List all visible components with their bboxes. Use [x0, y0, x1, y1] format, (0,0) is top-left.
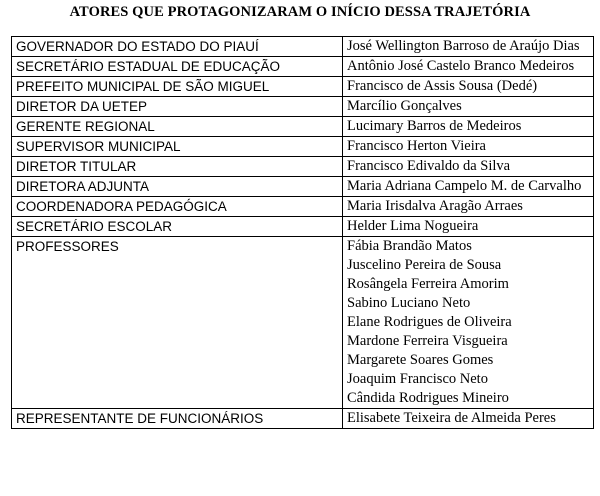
person-name: Elisabete Teixeira de Almeida Peres — [347, 410, 556, 426]
people-cell — [343, 117, 594, 137]
person-name: Francisco Edivaldo da Silva — [347, 158, 511, 174]
actors-table-body — [12, 37, 594, 429]
role-cell: DIRETORA ADJUNTA — [12, 177, 343, 197]
person-name: Mardone Ferreira Visgueira — [347, 333, 508, 349]
person-name: Fábia Brandão Matos — [347, 238, 472, 254]
role-cell: SUPERVISOR MUNICIPAL — [12, 137, 343, 157]
people-cell — [343, 97, 594, 117]
table-row — [12, 37, 594, 57]
table-title: ATORES QUE PROTAGONIZARAM O INÍCIO DESSA TRAJETÓRIA — [69, 4, 531, 20]
person-name: Juscelino Pereira de Sousa — [347, 257, 502, 273]
people-cell — [343, 237, 594, 409]
role-cell: REPRESENTANTE DE FUNCIONÁRIOS — [12, 409, 343, 429]
person-name: Lucimary Barros de Medeiros — [347, 118, 522, 134]
table-row — [12, 237, 594, 409]
person-name: Francisco de Assis Sousa (Dedé) — [347, 78, 538, 94]
people-cell — [343, 77, 594, 97]
people-cell — [343, 57, 594, 77]
table-row — [12, 409, 594, 429]
person-name: Francisco Herton Vieira — [347, 138, 486, 154]
table-row — [12, 57, 594, 77]
person-name: Marcílio Gonçalves — [347, 98, 462, 114]
role-cell: SECRETÁRIO ESCOLAR — [12, 217, 343, 237]
person-name: Margarete Soares Gomes — [347, 352, 494, 368]
people-cell — [343, 177, 594, 197]
people-cell — [343, 197, 594, 217]
table-row — [12, 177, 594, 197]
table-row — [12, 77, 594, 97]
person-name: Maria Irisdalva Aragão Arraes — [347, 198, 523, 214]
person-name: José Wellington Barroso de Araújo Dias — [347, 38, 580, 54]
people-cell — [343, 409, 594, 429]
table-row — [12, 197, 594, 217]
person-name: Antônio José Castelo Branco Medeiros — [347, 58, 575, 74]
table-row — [12, 217, 594, 237]
role-cell: GERENTE REGIONAL — [12, 117, 343, 137]
role-cell: SECRETÁRIO ESTADUAL DE EDUCAÇÃO — [12, 57, 343, 77]
person-name: Cândida Rodrigues Mineiro — [347, 390, 509, 406]
person-name: Elane Rodrigues de Oliveira — [347, 314, 512, 330]
actors-table — [11, 36, 594, 429]
table-row — [12, 97, 594, 117]
person-name: Helder Lima Nogueira — [347, 218, 479, 234]
people-cell — [343, 37, 594, 57]
role-cell: PROFESSORES — [12, 237, 343, 409]
role-cell: DIRETOR TITULAR — [12, 157, 343, 177]
person-name: Rosângela Ferreira Amorim — [347, 276, 509, 292]
person-name: Sabino Luciano Neto — [347, 295, 471, 311]
table-row — [12, 137, 594, 157]
people-cell — [343, 137, 594, 157]
people-cell — [343, 157, 594, 177]
role-cell: PREFEITO MUNICIPAL DE SÃO MIGUEL — [12, 77, 343, 97]
role-cell: DIRETOR DA UETEP — [12, 97, 343, 117]
role-cell: GOVERNADOR DO ESTADO DO PIAUÍ — [12, 37, 343, 57]
role-cell: COORDENADORA PEDAGÓGICA — [12, 197, 343, 217]
table-row — [12, 157, 594, 177]
person-name: Maria Adriana Campelo M. de Carvalho — [347, 178, 582, 194]
person-name: Joaquim Francisco Neto — [347, 371, 488, 387]
table-row — [12, 117, 594, 137]
people-cell — [343, 217, 594, 237]
